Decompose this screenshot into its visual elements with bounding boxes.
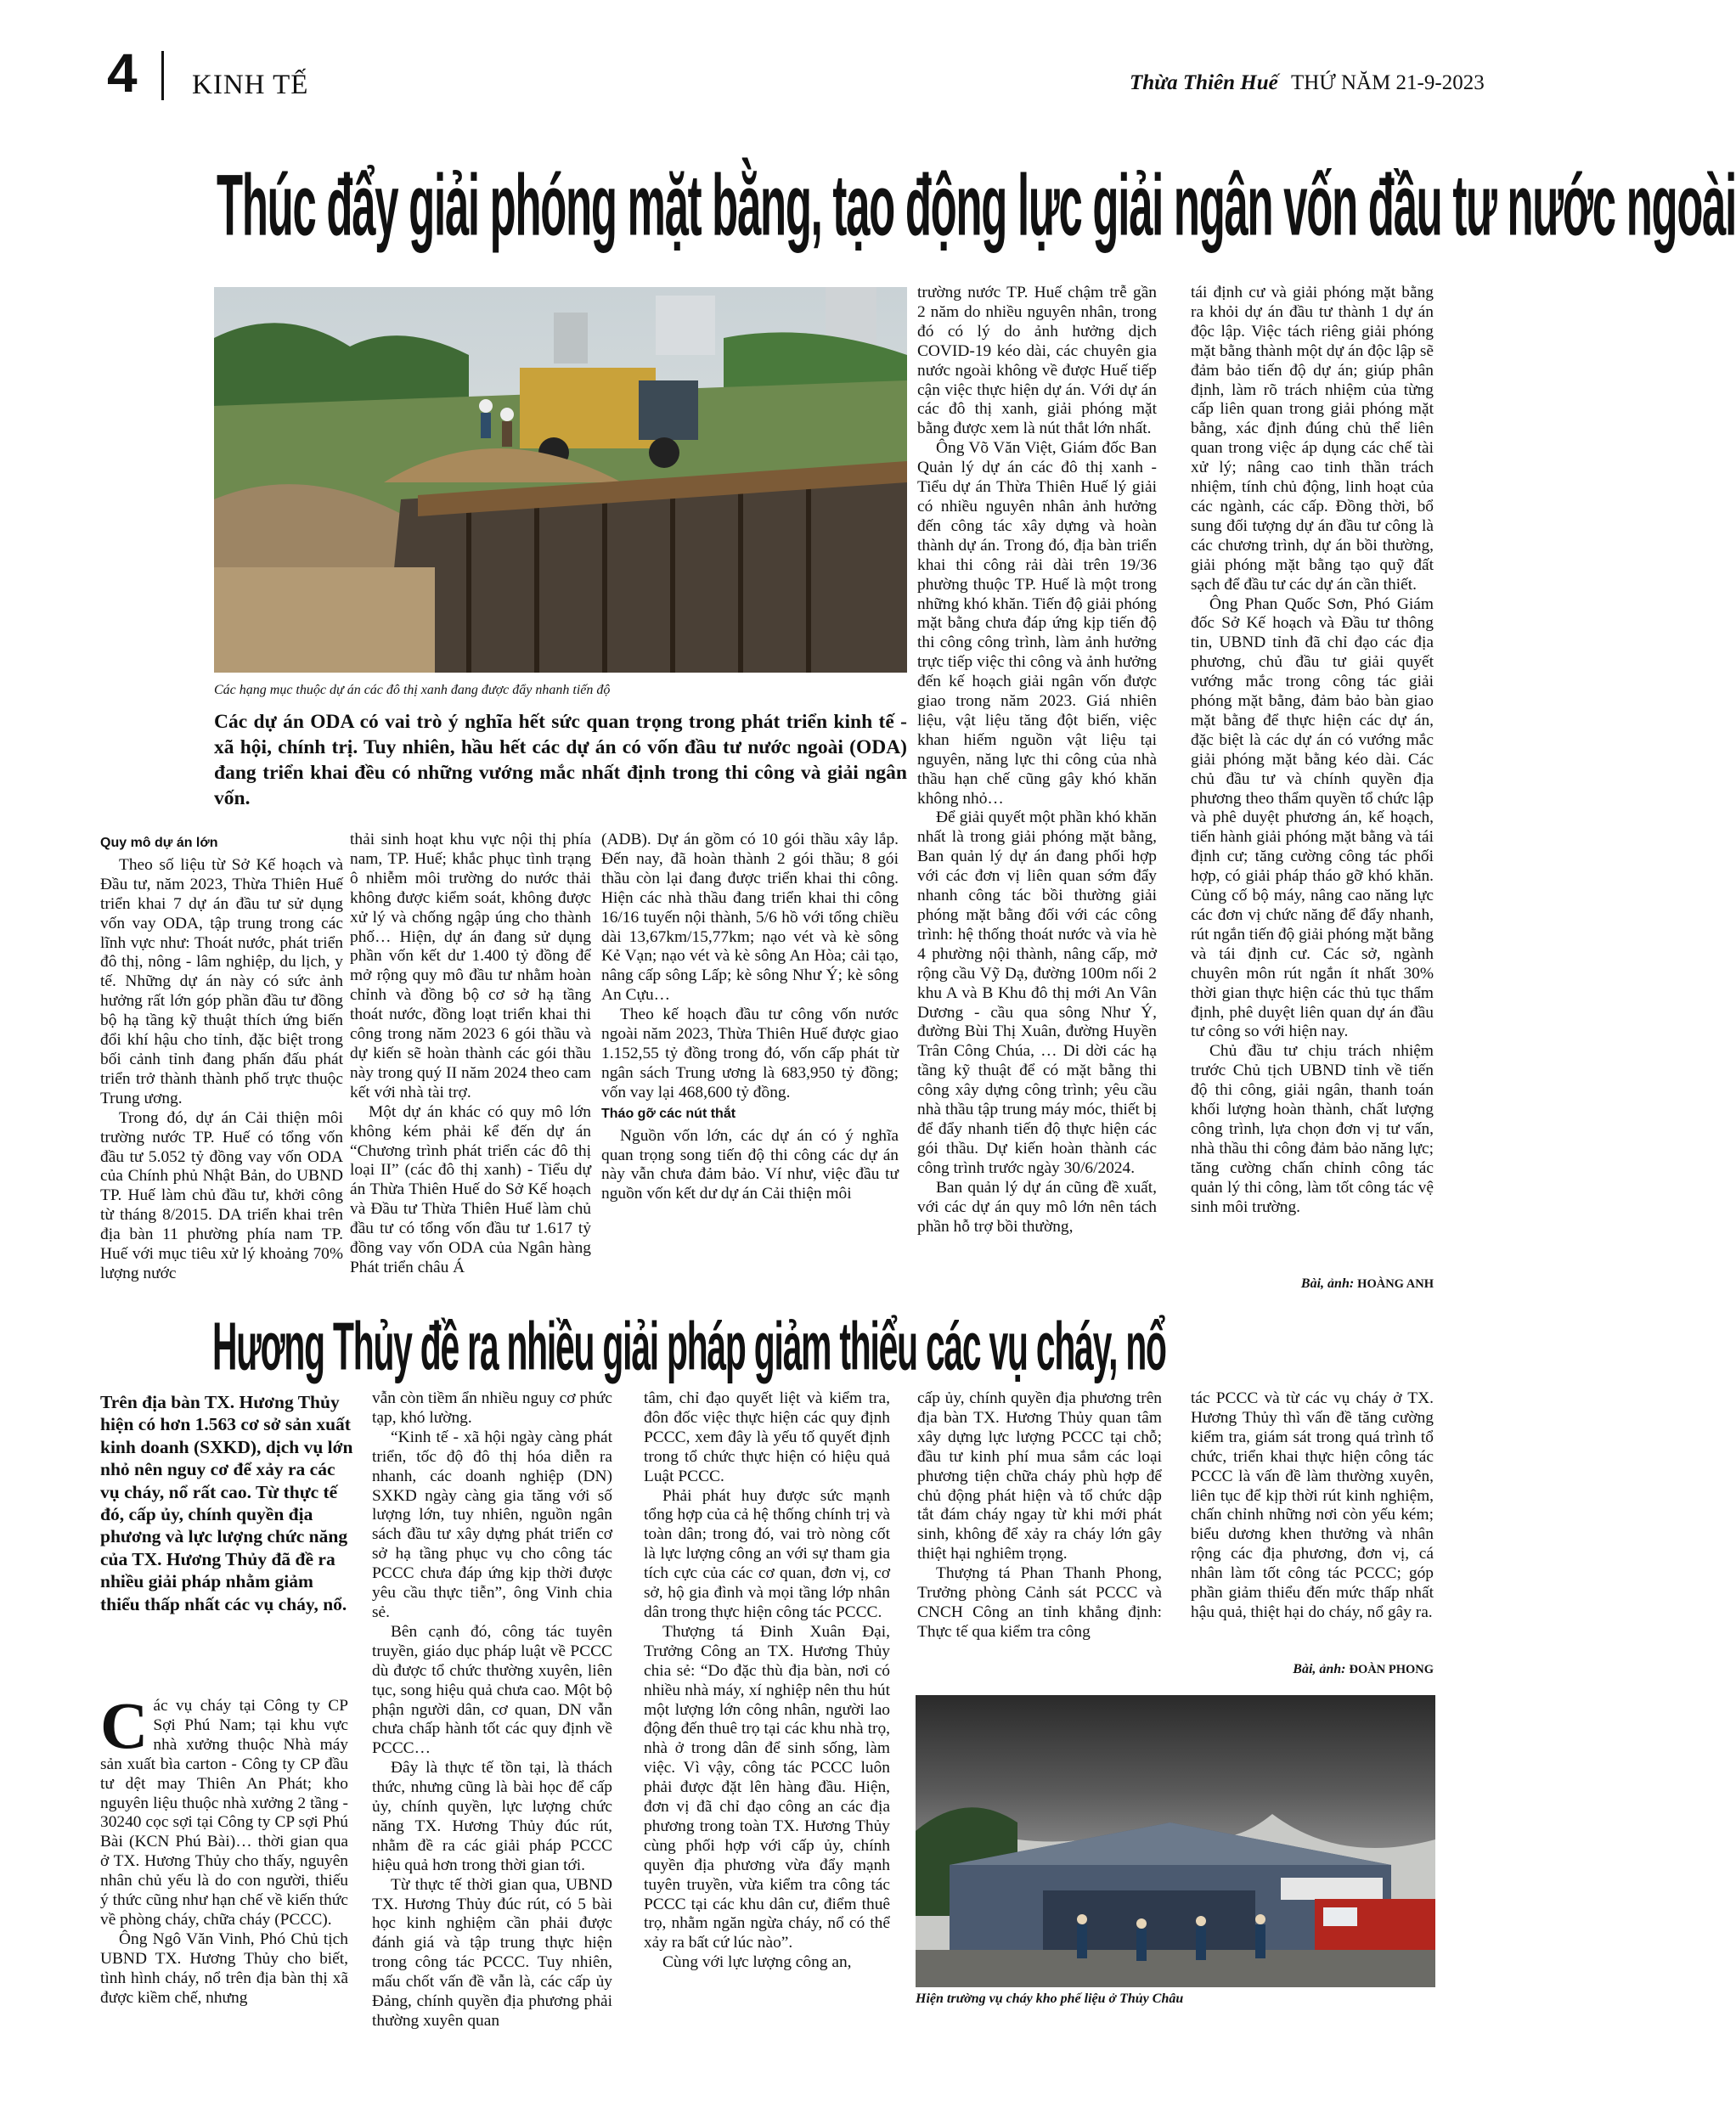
article1-column-2 [350, 831, 591, 1298]
byline-label: Bài, ảnh: [1300, 1276, 1355, 1291]
paragraph: Ông Võ Văn Việt, Giám đốc Ban Quản lý dự án các đô thị xanh - Tiểu dự án Thừa Thiên Huế lý giải có nhiều nguyên nhân ảnh hưởng đến công tác xây dựng và hoàn thành dự án. Trong đó, địa bàn triển khai thi công rải dài trên 19/36 phường thuộc TP. Huế là một trong những khó khăn. Tiến độ giải phóng mặt bằng chưa đáp ứng kịp tiến độ thi công công trình, làm ảnh hưởng trực tiếp việc thi công và ảnh hưởng đến kế hoạch giải ngân vốn được giao trong năm 2023. Giá nhiên liệu, vật liệu tăng đột biến, việc khan hiếm nguồn vật liệu tại nguyên, năng lực thi công của nhà thầu hạn chế cũng gây khó khăn không nhỏ… [917, 439, 1157, 808]
paragraph: tái định cư và giải phóng mặt bằng ra khỏi dự án đầu tư thành 1 dự án độc lập. Việc tách riêng giải phóng mặt bằng thành một dự án độc lập sẽ đảm bảo tiến độ dự án; giúp phân định, làm rõ trách nhiệm của từng cấp liên quan trong giải phóng mặt bằng, xác định đúng chủ thể liên quan trong việc áp dụng các chế tài xử lý; nâng cao tinh thần trách nhiệm, tính chủ động, linh hoạt của các ngành, các cấp. Đồng thời, bổ sung đối tượng dự án đầu tư công là các chương trình, dự án bồi thường, giải phóng mặt bằng tạo quỹ đất sạch để đầu tư các dự án cần thiết. [1191, 284, 1434, 594]
construction-site-photo [214, 287, 907, 673]
paragraph: Để giải quyết một phần khó khăn nhất là trong giải phóng mặt bằng, Ban quản lý dự án đang phối hợp với các đơn vị liên quan sớm đẩy nhanh công tác bồi thường giải phóng mặt bằng đối với các công trình: hệ thống thoát nước và vỉa hè 4 phường nội thành, nâng cấp, mở rộng cầu Vỹ Dạ, đường 100m nối 2 khu A và B Khu đô thị mới An Vân Dương - cầu qua sông Như Ý, đường Bùi Thị Xuân, đường Huyền Trân Công Chúa, … Di dời các hạ tầng kỹ thuật để có mặt bằng thi công xây dựng công trình; yêu cầu nhà thầu tập trung máy móc, thiết bị để đẩy nhanh tiến độ thực hiện các gói thầu. Dự kiến hoàn thành các công trình trước ngày 30/6/2024. [917, 808, 1157, 1177]
article1-byline [1191, 1276, 1434, 1292]
article1-photo-caption: Các hạng mục thuộc dự án các đô thị xanh đang được đẩy nhanh tiến độ [214, 683, 611, 697]
paragraph: Thượng tá Đinh Xuân Đại, Trưởng Công an TX. Hương Thủy chia sẻ: “Do đặc thù địa bàn, nơi có nhiều nhà máy, xí nghiệp nên thu hút một lượng lớn công nhân, người lao động đến thuê trọ tại các khu nhà trọ, nhà ở trong dân để sinh sống, làm việc. Vì vậy, công tác PCCC luôn phải được đặt lên hàng đầu. Hiện, đơn vị đã chỉ đạo công an các địa phương trong toàn TX. Hương Thủy cùng phối hợp với cấp ủy, chính quyền địa phương vừa đẩy mạnh tuyên truyền, vừa kiểm tra công tác PCCC tại các khu dân cư, điểm thuê trọ, nhằm ngăn ngừa cháy, nổ có thể xảy ra bất cứ lúc nào”. [644, 1622, 890, 1952]
paragraph: “Kinh tế - xã hội ngày càng phát triển, tốc độ đô thị hóa diễn ra nhanh, các doanh nghiệp (DN) SXKD ngày càng gia tăng với số lượng lớn, tuy nhiên, nguồn ngân sách đầu tư xây dựng phát triển cơ sở hạ tầng phục vụ cho công tác PCCC chưa đáp ứng kịp thời được yêu cầu thực tiễn”, ông Vinh chia sẻ. [372, 1428, 612, 1621]
paragraph: Ông Phan Quốc Sơn, Phó Giám đốc Sở Kế hoạch và Đầu tư thông tin, UBND tỉnh đã chỉ đạo các địa phương, chủ đầu tư giải quyết vướng mắc trong công tác giải phóng mặt bằng, đảm bảo bàn giao mặt bằng để thực hiện các dự án, đặc biệt là các dự án có vướng mắc giải phóng mặt bằng kéo dài. Các chủ đầu tư và chính quyền địa phương theo thẩm quyền tổ chức lập và phê duyệt phương án, kế hoạch, tiến hành giải phóng mặt bằng và tái định cư; tăng cường công tác phối hợp, có giải pháp tháo gỡ khó khăn. Củng cố bộ máy, nâng cao năng lực các đơn vị chức năng để đẩy nhanh, rút ngắn tiến độ giải phóng mặt bằng và tái định cư. Các sở, ngành chuyên môn rút ngắn ít nhất 30% thời gian thực hiện các thủ tục thẩm định, phê duyệt liên quan dự án đầu tư công so với hiện nay. [1191, 594, 1434, 1041]
article1-subheading-1: Quy mô dự án lớn [100, 836, 218, 850]
paragraph: cấp ủy, chính quyền địa phương trên địa bàn TX. Hương Thủy quan tâm xây dựng lực lượng PCCC tại chỗ; đầu tư kinh phí mua sắm các loại phương tiện chữa cháy phù hợp để chủ động phát hiện và tổ chức dập tắt đám cháy ngay từ khi mới phát sinh, không để xảy ra cháy lớn gây thiệt hại nghiêm trọng. [917, 1389, 1162, 1563]
article2-column-1 [100, 1688, 348, 2007]
article1-subheading-2: Tháo gỡ các nút thắt [601, 1106, 736, 1121]
article2-dropcap: C [100, 1688, 149, 1762]
paragraph: Cùng với lực lượng công an, [662, 1953, 852, 1972]
paragraph: (ADB). Dự án gồm có 10 gói thầu xây lắp. Đến nay, đã hoàn thành 2 gói thầu; 8 gói thầu còn lại đang được triển khai thi công. Hiện các nhà thầu đang triển khai thi công 16/16 tuyến nội thành, 5/6 hồ với tổng chiều dài 13,67km/15,77km; nạo vét và kè sông Kẻ Vạn; nạo vét và kè sông An Hòa; cải tạo, nâng cấp sông Lấp; kè sông Như Ý; kè sông An Cựu… [601, 831, 899, 1005]
paragraph: Phải phát huy được sức mạnh tổng hợp của cả hệ thống chính trị và toàn dân; trong đó, vai trò nòng cốt là lực lượng công an với sự tham gia tích cực của các cơ quan, đơn vị, cơ sở, hộ gia đình và mọi tầng lớp nhân dân trong thực hiện công tác PCCC. [644, 1486, 890, 1621]
paragraph: Ban quản lý dự án cũng đề xuất, với các dự án quy mô lớn nên tách phần hỗ trợ bồi thường, [917, 1178, 1157, 1236]
paragraph: trường nước TP. Huế chậm trễ gần 2 năm do nhiều nguyên nhân, trong đó có lý do ảnh hưởng dịch COVID-19 kéo dài, các chuyên gia nước ngoài không về được Huế tiếp cận việc thực hiện dự án. Với dự án các đô thị xanh, giải phóng mặt bằng được xem là nút thắt lớn nhất. [917, 284, 1157, 438]
article1-column-3 [601, 831, 899, 1298]
article2-headline: Hương Thủy đề ra nhiều giải pháp giảm thiểu các vụ cháy, nổ [212, 1308, 1166, 1385]
article2-lead: Trên địa bàn TX. Hương Thủy hiện có hơn 1.563 cơ sở sản xuất kinh doanh (SXKD), dịch vụ lớn nhỏ nên nguy cơ để xảy ra các vụ cháy, nổ rất cao. Từ thực tế đó, cấp ủy, chính quyền địa phương và lực lượng chức năng của TX. Hương Thủy đã đề ra nhiều giải pháp nhằm giảm thiểu thấp nhất các vụ cháy, nổ. [100, 1392, 353, 1614]
paragraph: tâm, chỉ đạo quyết liệt và kiểm tra, đôn đốc việc thực hiện các quy định PCCC, xem đây là yếu tố quyết định trong tổ chức thực hiện có hiệu quả Luật PCCC. [644, 1389, 890, 1485]
paragraph-text: ác vụ cháy tại Công ty CP Sợi Phú Nam; tại khu vực nhà xưởng thuộc Nhà máy sản xuất bìa carton - Công ty CP đầu tư dệt may Thiên An Phát; kho nguyên liệu thuộc nhà xưởng 2 tầng - 30240 cọc sợi tại Công ty CP sợi Phú Bài (KCN Phú Bài)… thời gian qua ở TX. Hương Thủy cho thấy, nguyên nhân chủ yếu là do con người, thiếu ý thức cũng như hạn chế về kiến thức về phòng cháy, chữa cháy (PCCC). [100, 1697, 348, 1929]
byline-name: ĐOÀN PHONG [1349, 1663, 1434, 1676]
article2-column-5 [1191, 1389, 1434, 1653]
article1-lead: Các dự án ODA có vai trò ý nghĩa hết sức quan trọng trong phát triển kinh tế - xã hội, chính trị. Tuy nhiên, hầu hết các dự án có vốn đầu tư nước ngoài (ODA) đang triển khai đều có những vướng mắc nhất định trong thi công và giải ngân vốn. [214, 711, 907, 809]
paragraph: vẫn còn tiềm ẩn nhiều nguy cơ phức tạp, khó lường. [372, 1389, 612, 1427]
byline-name: HOÀNG ANH [1357, 1277, 1434, 1291]
byline-label: Bài, ảnh: [1293, 1662, 1346, 1676]
paragraph [100, 1688, 348, 1930]
article1-column-4 [917, 284, 1157, 1298]
masthead-name: Thừa Thiên Huế [1130, 71, 1278, 94]
paragraph: Thượng tá Phan Thanh Phong, Trưởng phòng Cảnh sát PCCC và CNCH Công an tỉnh khẳng định: Thực tế qua kiểm tra công [917, 1564, 1162, 1641]
paragraph: Nguồn vốn lớn, các dự án có ý nghĩa quan trọng song tiến độ thi công các dự án này vẫn chưa đảm bảo. Ví như, việc đầu tư nguồn vốn kết dư dự án Cải thiện môi [601, 1126, 899, 1203]
article2-column-3 [644, 1389, 890, 2003]
article2-byline [1191, 1662, 1434, 1677]
page-number: 4 [107, 42, 138, 104]
issue-date: THỨ NĂM 21-9-2023 [1291, 71, 1485, 94]
article1-column-1 [100, 832, 343, 1298]
paragraph: Bên cạnh đó, công tác tuyên truyền, giáo dục pháp luật về PCCC dù được tổ chức thường xuyên, liên tục, song hiệu quả chưa cao. Một bộ phận người dân, cơ quan, DN vẫn chưa chấp hành tốt các quy định về PCCC… [372, 1622, 612, 1758]
paragraph: Từ thực tế thời gian qua, UBND TX. Hương Thủy đúc rút, có 5 bài học kinh nghiệm cần phải được đánh giá và tập trung thực hiện trong công tác PCCC. Tuy nhiên, mấu chốt vấn đề vẫn là, các cấp ủy Đảng, chính quyền địa phương phải thường xuyên quan [372, 1875, 612, 2030]
paragraph: Trong đó, dự án Cải thiện môi trường nước TP. Huế có tổng vốn đầu tư 5.052 tỷ đồng vay vốn ODA của Chính phủ Nhật Bản, do UBND TP. Huế làm chủ đầu tư, khởi công từ tháng 8/2015. DA triển khai trên địa bàn 11 phường phía nam TP. Huế với mục tiêu xử lý khoảng 70% lượng nước [100, 1108, 343, 1282]
section-label: KINH TẾ [192, 70, 309, 100]
header-divider [161, 51, 164, 100]
paragraph: Đây là thực tế tồn tại, là thách thức, nhưng cũng là bài học để cấp ủy, chính quyền, lực lượng chức năng TX. Hương Thủy đúc rút, nhằm đề ra các giải pháp PCCC hiệu quả hơn trong thời gian tới. [372, 1759, 612, 1874]
article2-column-2 [372, 1389, 612, 2030]
paragraph: thải sinh hoạt khu vực nội thị phía nam, TP. Huế; khắc phục tình trạng ô nhiễm môi trường do nước thải không được kiểm soát, không được xử lý và chống ngập úng cho thành phố… Hiện, dự án đang sử dụng phần vốn kết dư 1.400 tỷ đồng để mở rộng quy mô đầu tư nhằm hoàn chỉnh và đồng bộ cơ sở hạ tầng thoát nước, đồng loạt triển khai thi công trong năm 2023 6 gói thầu và dự kiến sẽ hoàn thành các gói thầu này trong quý II năm 2024 theo cam kết với nhà tài trợ. [350, 831, 591, 1101]
fire-scene-photo [916, 1695, 1435, 1987]
fire-scene-image [916, 1695, 1435, 1987]
paragraph: Theo số liệu từ Sở Kế hoạch và Đầu tư, năm 2023, Thừa Thiên Huế triển khai 7 dự án đầu tư sử dụng vốn vay ODA, tập trung trong các lĩnh vực như: Thoát nước, phát triển đô thị, nông - lâm nghiệp, du lịch, y tế. Những dự án này có sức ảnh hưởng rất lớn góp phần đầu tư đồng bộ hạ tầng kỹ thuật thích ứng biến đổi khí hậu cho tỉnh, đặc biệt trong bối cảnh tỉnh đang phấn đấu phát triển trở thành thành phố trực thuộc Trung ương. [100, 855, 343, 1107]
paragraph: Theo kế hoạch đầu tư công vốn nước ngoài năm 2023, Thừa Thiên Huế được giao 1.152,55 tỷ đồng trong đó, vốn cấp phát từ ngân sách Trung ương là 683,950 tỷ đồng; vốn vay lại 468,600 tỷ đồng. [601, 1006, 899, 1101]
construction-site-image [214, 287, 907, 673]
paragraph: tác PCCC và từ các vụ cháy ở TX. Hương Thủy thì vấn đề tăng cường kiểm tra, giám sát trong quá trình tổ chức, triển khai thực hiện công tác PCCC là vấn đề làm thường xuyên, liên tục để kịp thời rút kinh nghiệm, chấn chỉnh những nơi còn yếu kém; biểu dương khen thưởng và nhân rộng các địa phương, đơn vị, cá nhân làm tốt công tác PCCC; góp phần giảm thiểu đến mức thấp nhất hậu quả, thiệt hại do cháy, nổ gây ra. [1191, 1389, 1434, 1621]
paragraph: Ông Ngô Văn Vinh, Phó Chủ tịch UBND TX. Hương Thủy cho biết, tình hình cháy, nổ trên địa bàn thị xã được kiềm chế, nhưng [100, 1930, 348, 2007]
article2-column-4 [917, 1389, 1162, 1678]
paragraph: Một dự án khác có quy mô lớn không kém phải kể đến dự án “Chương trình phát triển các đô thị loại II” (các đô thị xanh) - Tiểu dự án Thừa Thiên Huế do Sở Kế hoạch và Đầu tư Thừa Thiên Huế làm chủ đầu tư có tổng vốn đầu tư 1.617 tỷ đồng vay vốn ODA của Ngân hàng Phát triển châu Á [350, 1102, 591, 1276]
paragraph: Chủ đầu tư chịu trách nhiệm trước Chủ tịch UBND tỉnh về tiến độ thi công, giải ngân, thanh toán khối lượng hoàn thành, chất lượng công trình, lựa chọn đơn vị tư vấn, nhà thầu thi công đảm bảo năng lực; tăng cường chấn chỉnh công tác quản lý thi công, làm tốt công tác vệ sinh môi trường. [1191, 1042, 1434, 1216]
article2-photo-caption: Hiện trường vụ cháy kho phế liệu ở Thủy Châu [916, 1992, 1184, 2006]
article1-headline: Thúc đẩy giải phóng mặt bằng, tạo động lực giải ngân vốn đầu tư nước ngoài [217, 157, 1736, 254]
article1-column-5 [1191, 284, 1434, 1270]
